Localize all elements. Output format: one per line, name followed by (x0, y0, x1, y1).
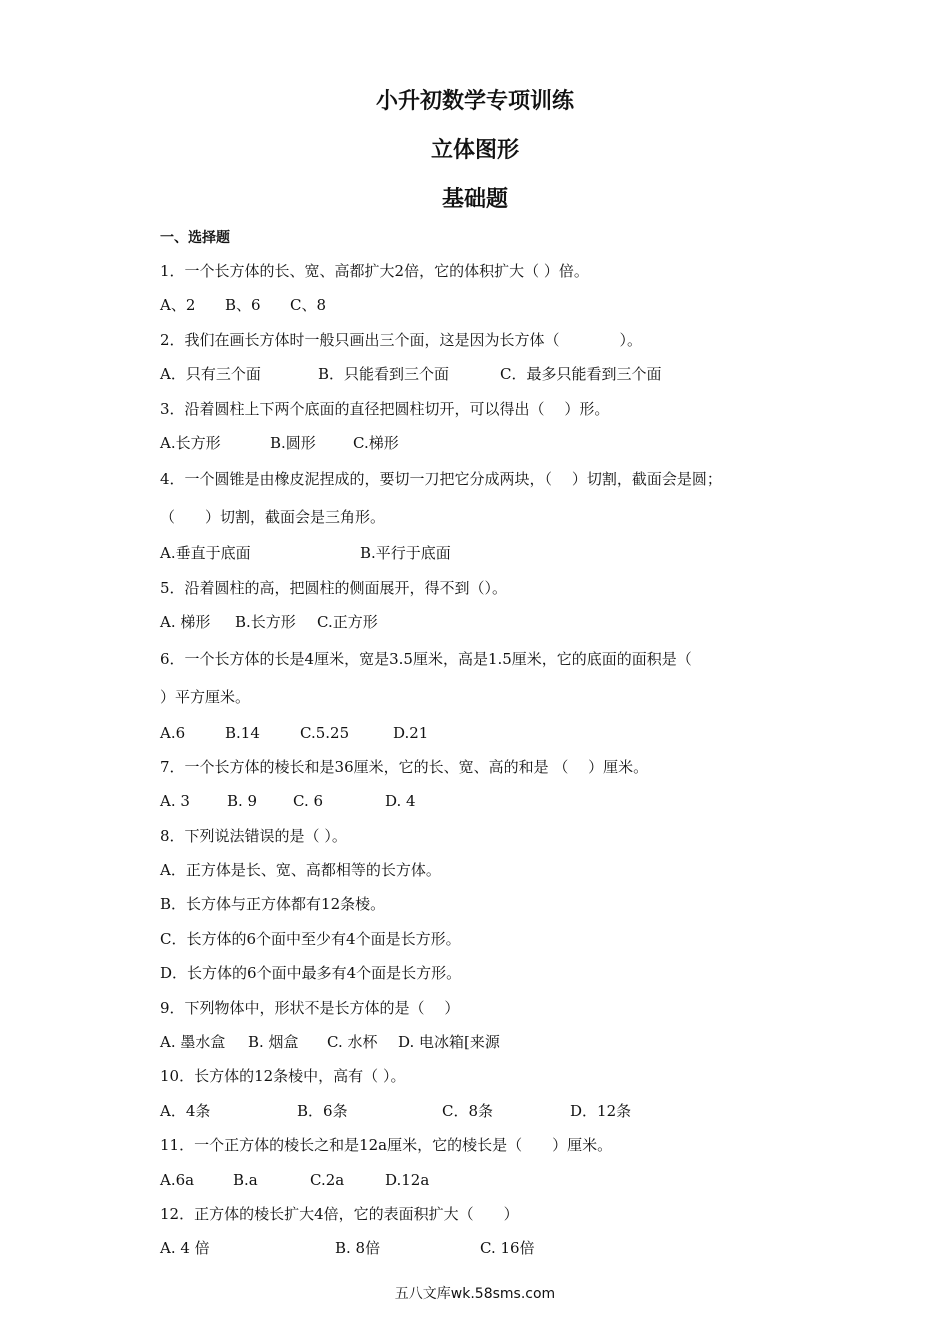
title-block (0, 85, 950, 232)
option-row (160, 716, 820, 750)
option-choice: C．8条 (442, 1101, 494, 1120)
option-choice: B.14 (225, 723, 260, 742)
question-text: 3．沿着圆柱上下两个底面的直径把圆柱切开，可以得出（ ）形。 (160, 399, 610, 418)
option-choice: A. 4 倍 (160, 1239, 210, 1258)
option-choice: B．6条 (297, 1101, 348, 1120)
option-choice: B. 9 (227, 792, 258, 811)
option-choice: C.5.25 (300, 723, 350, 742)
question-text: 4．一个圆锥是由橡皮泥捏成的，要切一刀把它分成两块，（ ）切割，截面会是圆； (160, 470, 722, 489)
option-choice: B.长方形 (235, 613, 296, 632)
option-row (160, 1025, 820, 1059)
option-row (160, 1231, 820, 1265)
question-text: 1．一个长方体的长、宽、高都扩大2倍，它的体积扩大（ ）倍。 (160, 262, 589, 280)
option-row (160, 1163, 820, 1197)
option-choice: C、8 (290, 296, 327, 315)
option-choice: C.正方形 (317, 613, 378, 632)
question-lines (160, 254, 820, 1266)
question-text: C．长方体的6个面中至少有4个面是长方形。 (160, 929, 461, 948)
option-row (160, 357, 820, 391)
option-row (160, 288, 820, 322)
option-choice: D. 4 (385, 792, 416, 811)
question-text: 5．沿着圆柱的高，把圆柱的侧面展开，得不到（）。 (160, 578, 508, 597)
option-choice: A.6a (160, 1170, 195, 1189)
question-text: （ ）切割，截面会是三角形。 (160, 508, 386, 527)
question-text: 6．一个长方体的长是4厘米，宽是3.5厘米，高是1.5厘米，它的底面的面积是（ (160, 649, 692, 668)
option-choice: C.梯形 (353, 433, 399, 452)
doc-title: 小升初数学专项训练 (375, 89, 574, 114)
option-choice: A.长方形 (160, 433, 221, 452)
option-row (160, 605, 820, 639)
question-text: 7．一个长方体的棱长和是36厘米，它的长、宽、高的和是 （ ）厘米。 (160, 757, 649, 776)
question-text: D．长方体的6个面中最多有4个面是长方形。 (160, 964, 462, 983)
option-choice: D.21 (393, 723, 429, 742)
option-choice: B.圆形 (270, 433, 316, 452)
option-row (160, 426, 820, 460)
doc-level: 基础题 (441, 187, 508, 212)
section-heading: 一、选择题 (160, 230, 230, 246)
option-choice: A. 3 (160, 792, 190, 811)
option-choice: C. 水杯 (327, 1033, 378, 1052)
question-text: B．长方体与正方体都有12条棱。 (160, 895, 386, 914)
doc-subtitle: 立体图形 (430, 138, 519, 163)
question-list (160, 226, 820, 1266)
option-choice: A. 墨水盒 (160, 1033, 226, 1052)
option-choice: B. 8倍 (335, 1239, 381, 1258)
option-choice: A.垂直于底面 (160, 544, 251, 563)
option-choice: B.a (233, 1170, 258, 1189)
question-text: 11．一个正方体的棱长之和是12a厘米，它的棱长是（ ）厘米。 (160, 1136, 613, 1155)
option-row (160, 536, 820, 570)
option-choice: A、2 (160, 296, 196, 315)
option-row (160, 1094, 820, 1128)
question-text: 2．我们在画长方体时一般只画出三个面，这是因为长方体（ ）。 (160, 330, 643, 349)
option-choice: D．12条 (570, 1101, 632, 1120)
question-text: 9．下列物体中，形状不是长方体的是（ ） (160, 998, 460, 1017)
footer-watermark: 五八文库wk.58sms.com (394, 1286, 556, 1302)
option-choice: A．4条 (160, 1101, 211, 1120)
option-choice: D.12a (385, 1170, 430, 1189)
question-text: 8．下列说法错误的是（ ）。 (160, 826, 347, 845)
option-choice: C. 6 (293, 792, 324, 811)
option-choice: A．只有三个面 (160, 365, 261, 384)
option-row (160, 784, 820, 818)
option-choice: B．只能看到三个面 (318, 365, 450, 384)
option-choice: C.2a (310, 1170, 345, 1189)
option-choice: A.6 (160, 723, 186, 742)
question-text: A．正方体是长、宽、高都相等的长方体。 (160, 861, 441, 880)
option-choice: A. 梯形 (160, 613, 211, 632)
question-text: 12．正方体的棱长扩大4倍，它的表面积扩大（ ） (160, 1204, 519, 1223)
option-choice: C．最多只能看到三个面 (500, 365, 662, 384)
question-text: 10．长方体的12条棱中，高有（ ）。 (160, 1067, 406, 1086)
option-choice: D. 电冰箱[来源 (398, 1033, 500, 1052)
option-choice: C. 16倍 (480, 1239, 535, 1258)
option-choice: B.平行于底面 (360, 544, 451, 563)
option-choice: B、6 (225, 296, 261, 315)
question-text: ）平方厘米。 (160, 687, 251, 706)
option-choice: B. 烟盒 (248, 1033, 299, 1052)
